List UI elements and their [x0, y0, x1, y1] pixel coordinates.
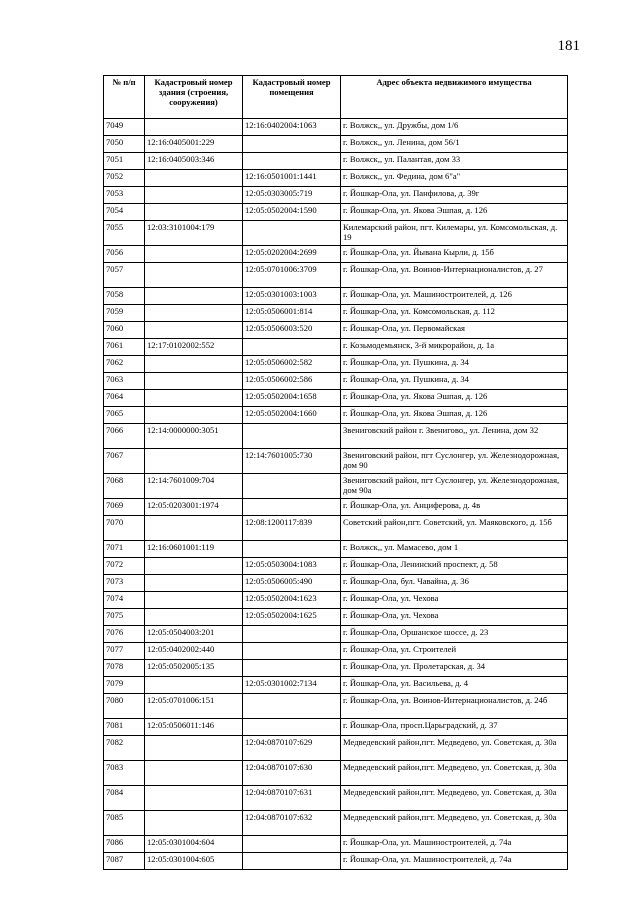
cell-address: г. Йошкар-Ола, ул. Воинов-Интернационалистов, д. 27	[341, 263, 568, 288]
cell-address: г. Волжск,, ул. Дружбы, дом 1/6	[341, 119, 568, 136]
cell-address: г. Йошкар-Ола, ул. Якова Эшпая, д. 126	[341, 390, 568, 407]
cell-room-cadastral	[243, 643, 341, 660]
cell-building-cadastral: 12:03:3101004:179	[145, 221, 243, 246]
header-address: Адрес объекта недвижимого имущества	[341, 76, 568, 119]
cell-room-cadastral	[243, 719, 341, 736]
cell-number: 7060	[104, 322, 145, 339]
cell-address: г. Йошкар-Ола, Ленинский проспект, д. 58	[341, 558, 568, 575]
cell-number: 7050	[104, 136, 145, 153]
header-building-cadastral: Кадастровый номер здания (строения, сооружения)	[145, 76, 243, 119]
cell-room-cadastral: 12:05:0202004:2699	[243, 246, 341, 263]
table-row	[104, 558, 568, 575]
property-registry-table	[103, 75, 568, 870]
cell-room-cadastral	[243, 660, 341, 677]
cell-room-cadastral: 12:04:0870107:629	[243, 736, 341, 761]
cell-address: г. Йошкар-Ола, ул. Чехова	[341, 609, 568, 626]
cell-number: 7071	[104, 541, 145, 558]
cell-number: 7077	[104, 643, 145, 660]
cell-number: 7064	[104, 390, 145, 407]
cell-room-cadastral: 12:05:0701006:3709	[243, 263, 341, 288]
cell-room-cadastral: 12:08:1200117:839	[243, 516, 341, 541]
cell-number: 7070	[104, 516, 145, 541]
cell-building-cadastral	[145, 761, 243, 786]
cell-address: г. Йошкар-Ола, бул. Чавайна, д. 36	[341, 575, 568, 592]
cell-building-cadastral	[145, 263, 243, 288]
cell-building-cadastral: 12:05:0301004:605	[145, 853, 243, 870]
table-row	[104, 246, 568, 263]
table-row	[104, 761, 568, 786]
cell-number: 7062	[104, 356, 145, 373]
cell-address: г. Йошкар-Ола, ул. Пролетарская, д. 34	[341, 660, 568, 677]
cell-building-cadastral: 12:05:0701006:151	[145, 694, 243, 719]
table-row	[104, 626, 568, 643]
table-row	[104, 170, 568, 187]
cell-room-cadastral	[243, 626, 341, 643]
table-row	[104, 736, 568, 761]
table-row	[104, 516, 568, 541]
cell-room-cadastral: 12:05:0301003:1003	[243, 288, 341, 305]
cell-number: 7051	[104, 153, 145, 170]
cell-address: г. Йошкар-Ола, ул. Строителей	[341, 643, 568, 660]
cell-room-cadastral: 12:16:0501001:1441	[243, 170, 341, 187]
cell-building-cadastral	[145, 356, 243, 373]
cell-building-cadastral	[145, 677, 243, 694]
table-row	[104, 836, 568, 853]
table-row	[104, 811, 568, 836]
cell-building-cadastral	[145, 390, 243, 407]
cell-building-cadastral: 12:05:0502005:135	[145, 660, 243, 677]
cell-number: 7057	[104, 263, 145, 288]
cell-address: г. Йошкар-Ола, ул. Пушкина, д. 34	[341, 373, 568, 390]
cell-building-cadastral: 12:16:0405003:346	[145, 153, 243, 170]
cell-room-cadastral: 12:05:0503004:1083	[243, 558, 341, 575]
cell-room-cadastral	[243, 153, 341, 170]
cell-room-cadastral	[243, 836, 341, 853]
cell-number: 7079	[104, 677, 145, 694]
cell-room-cadastral	[243, 474, 341, 499]
cell-building-cadastral: 12:05:0402002:440	[145, 643, 243, 660]
cell-building-cadastral: 12:16:0405001:229	[145, 136, 243, 153]
table-body	[104, 119, 568, 870]
cell-building-cadastral	[145, 786, 243, 811]
cell-room-cadastral	[243, 541, 341, 558]
cell-building-cadastral	[145, 119, 243, 136]
cell-address: Медведевский район,пгт. Медведево, ул. Советская, д. 30а	[341, 736, 568, 761]
cell-room-cadastral	[243, 339, 341, 356]
cell-building-cadastral	[145, 609, 243, 626]
table-row	[104, 499, 568, 516]
cell-room-cadastral: 12:05:0506002:586	[243, 373, 341, 390]
cell-number: 7073	[104, 575, 145, 592]
table-row	[104, 356, 568, 373]
cell-building-cadastral: 12:05:0504003:201	[145, 626, 243, 643]
cell-address: г. Йошкар-Ола, ул. Йывана Кырли, д. 15б	[341, 246, 568, 263]
header-room-cadastral: Кадастровый номер помещения	[243, 76, 341, 119]
cell-number: 7061	[104, 339, 145, 356]
cell-room-cadastral	[243, 221, 341, 246]
table-row	[104, 449, 568, 474]
cell-room-cadastral: 12:05:0502004:1660	[243, 407, 341, 424]
cell-address: Звениговский район, пгт Суслонгер, ул. Железнодорожная, дом 90	[341, 449, 568, 474]
table-row	[104, 373, 568, 390]
cell-address: г. Волжск,, ул. Ленина, дом 56/1	[341, 136, 568, 153]
cell-number: 7059	[104, 305, 145, 322]
cell-room-cadastral: 12:04:0870107:632	[243, 811, 341, 836]
cell-address: г. Йошкар-Ола, ул. Первомайская	[341, 322, 568, 339]
cell-room-cadastral: 12:05:0502004:1590	[243, 204, 341, 221]
table-row	[104, 592, 568, 609]
cell-address: г. Йошкар-Ола, просп.Царьградский, д. 37	[341, 719, 568, 736]
cell-building-cadastral: 12:05:0301004:604	[145, 836, 243, 853]
table-row	[104, 575, 568, 592]
table-row	[104, 474, 568, 499]
cell-number: 7049	[104, 119, 145, 136]
cell-address: г. Йошкар-Ола, ул. Анциферова, д. 4в	[341, 499, 568, 516]
cell-number: 7058	[104, 288, 145, 305]
cell-room-cadastral: 12:05:0506005:490	[243, 575, 341, 592]
cell-room-cadastral	[243, 136, 341, 153]
cell-room-cadastral: 12:05:0502004:1625	[243, 609, 341, 626]
cell-address: г. Йошкар-Ола, ул. Машиностроителей, д. 126	[341, 288, 568, 305]
cell-building-cadastral: 12:16:0601001:119	[145, 541, 243, 558]
cell-address: Звениговский район г. Звенигово,, ул. Ленина, дом 32	[341, 424, 568, 449]
cell-address: г. Йошкар-Ола, ул. Пушкина, д. 34	[341, 356, 568, 373]
cell-number: 7087	[104, 853, 145, 870]
cell-building-cadastral	[145, 204, 243, 221]
cell-address: г. Йошкар-Ола, ул. Машиностроителей, д. 74а	[341, 836, 568, 853]
cell-address: г. Козьмодемьянск, 3-й микрорайон, д. 1а	[341, 339, 568, 356]
cell-number: 7078	[104, 660, 145, 677]
table-row	[104, 786, 568, 811]
cell-building-cadastral	[145, 246, 243, 263]
cell-building-cadastral	[145, 322, 243, 339]
cell-building-cadastral	[145, 592, 243, 609]
cell-building-cadastral	[145, 407, 243, 424]
table-row	[104, 153, 568, 170]
cell-number: 7055	[104, 221, 145, 246]
table-row	[104, 677, 568, 694]
cell-building-cadastral: 12:14:7601009:704	[145, 474, 243, 499]
cell-building-cadastral: 12:05:0506011:146	[145, 719, 243, 736]
cell-building-cadastral	[145, 575, 243, 592]
cell-address: г. Йошкар-Ола, Оршанское шоссе, д. 23	[341, 626, 568, 643]
table-row	[104, 187, 568, 204]
table-row	[104, 288, 568, 305]
cell-room-cadastral: 12:05:0506001:814	[243, 305, 341, 322]
table-row	[104, 339, 568, 356]
cell-address: г. Йошкар-Ола, ул. Комсомольская, д. 112	[341, 305, 568, 322]
cell-number: 7076	[104, 626, 145, 643]
cell-number: 7081	[104, 719, 145, 736]
cell-address: г. Йошкар-Ола, ул. Якова Эшпая, д. 126	[341, 407, 568, 424]
cell-building-cadastral: 12:17:0102002:552	[145, 339, 243, 356]
cell-address: Советский район,пгт. Советский, ул. Маяковского, д. 15б	[341, 516, 568, 541]
cell-room-cadastral: 12:05:0506003:520	[243, 322, 341, 339]
table-header-row	[104, 76, 568, 119]
cell-address: г. Йошкар-Ола, ул. Машиностроителей, д. 74а	[341, 853, 568, 870]
table-row	[104, 660, 568, 677]
cell-number: 7075	[104, 609, 145, 626]
table-row	[104, 609, 568, 626]
cell-number: 7085	[104, 811, 145, 836]
cell-building-cadastral: 12:05:0203001:1974	[145, 499, 243, 516]
cell-number: 7063	[104, 373, 145, 390]
cell-address: г. Волжск,, ул. Палантая, дом 33	[341, 153, 568, 170]
cell-address: г. Йошкар-Ола, ул. Панфилова, д. 39г	[341, 187, 568, 204]
cell-room-cadastral: 12:05:0502004:1658	[243, 390, 341, 407]
cell-number: 7053	[104, 187, 145, 204]
cell-number: 7082	[104, 736, 145, 761]
cell-building-cadastral	[145, 558, 243, 575]
cell-number: 7069	[104, 499, 145, 516]
header-number: № п/п	[104, 76, 145, 119]
cell-address: г. Йошкар-Ола, ул. Воинов-Интернационалистов, д. 24б	[341, 694, 568, 719]
cell-room-cadastral: 12:05:0502004:1623	[243, 592, 341, 609]
cell-address: Медведевский район,пгт. Медведево, ул. Советская, д. 30а	[341, 786, 568, 811]
table-row	[104, 119, 568, 136]
cell-room-cadastral: 12:05:0303005:719	[243, 187, 341, 204]
cell-room-cadastral	[243, 853, 341, 870]
cell-room-cadastral	[243, 424, 341, 449]
cell-building-cadastral	[145, 736, 243, 761]
table-row	[104, 719, 568, 736]
cell-address: Килемарский район, пгт. Килемары, ул. Комсомольская, д. 19	[341, 221, 568, 246]
cell-building-cadastral	[145, 449, 243, 474]
cell-room-cadastral	[243, 499, 341, 516]
cell-building-cadastral	[145, 305, 243, 322]
cell-number: 7074	[104, 592, 145, 609]
cell-building-cadastral	[145, 373, 243, 390]
cell-number: 7065	[104, 407, 145, 424]
page-number: 181	[557, 38, 580, 54]
table-row	[104, 853, 568, 870]
table-row	[104, 407, 568, 424]
cell-address: г. Волжск,, ул. Федина, дом 6"а"	[341, 170, 568, 187]
cell-number: 7066	[104, 424, 145, 449]
cell-room-cadastral: 12:16:0402004:1063	[243, 119, 341, 136]
cell-room-cadastral: 12:05:0301002:7134	[243, 677, 341, 694]
cell-address: Медведевский район,пгт. Медведево, ул. Советская, д. 30а	[341, 761, 568, 786]
cell-address: Медведевский район,пгт. Медведево, ул. Советская, д. 30а	[341, 811, 568, 836]
table-row	[104, 643, 568, 660]
cell-address: г. Йошкар-Ола, ул. Васильева, д. 4	[341, 677, 568, 694]
cell-number: 7067	[104, 449, 145, 474]
cell-number: 7068	[104, 474, 145, 499]
table-row	[104, 322, 568, 339]
cell-number: 7083	[104, 761, 145, 786]
table-row	[104, 263, 568, 288]
cell-building-cadastral	[145, 811, 243, 836]
cell-building-cadastral	[145, 170, 243, 187]
cell-building-cadastral	[145, 288, 243, 305]
cell-number: 7072	[104, 558, 145, 575]
cell-number: 7056	[104, 246, 145, 263]
cell-number: 7086	[104, 836, 145, 853]
cell-building-cadastral	[145, 187, 243, 204]
cell-address: г. Йошкар-Ола, ул. Чехова	[341, 592, 568, 609]
cell-room-cadastral	[243, 694, 341, 719]
cell-address: Звениговский район, пгт Суслонгер, ул. Железнодорожная, дом 90а	[341, 474, 568, 499]
table-row	[104, 221, 568, 246]
table-row	[104, 136, 568, 153]
table-row	[104, 305, 568, 322]
table-row	[104, 204, 568, 221]
cell-room-cadastral: 12:04:0870107:630	[243, 761, 341, 786]
cell-number: 7052	[104, 170, 145, 187]
cell-room-cadastral: 12:05:0506002:582	[243, 356, 341, 373]
cell-address: г. Волжск,, ул. Мамасево, дом 1	[341, 541, 568, 558]
table-row	[104, 424, 568, 449]
cell-number: 7054	[104, 204, 145, 221]
table-row	[104, 541, 568, 558]
cell-room-cadastral: 12:14:7601005:730	[243, 449, 341, 474]
cell-address: г. Йошкар-Ола, ул. Якова Эшпая, д. 126	[341, 204, 568, 221]
cell-number: 7084	[104, 786, 145, 811]
table-row	[104, 694, 568, 719]
cell-number: 7080	[104, 694, 145, 719]
cell-building-cadastral	[145, 516, 243, 541]
cell-building-cadastral: 12:14:0000000:3051	[145, 424, 243, 449]
cell-room-cadastral: 12:04:0870107:631	[243, 786, 341, 811]
table-row	[104, 390, 568, 407]
